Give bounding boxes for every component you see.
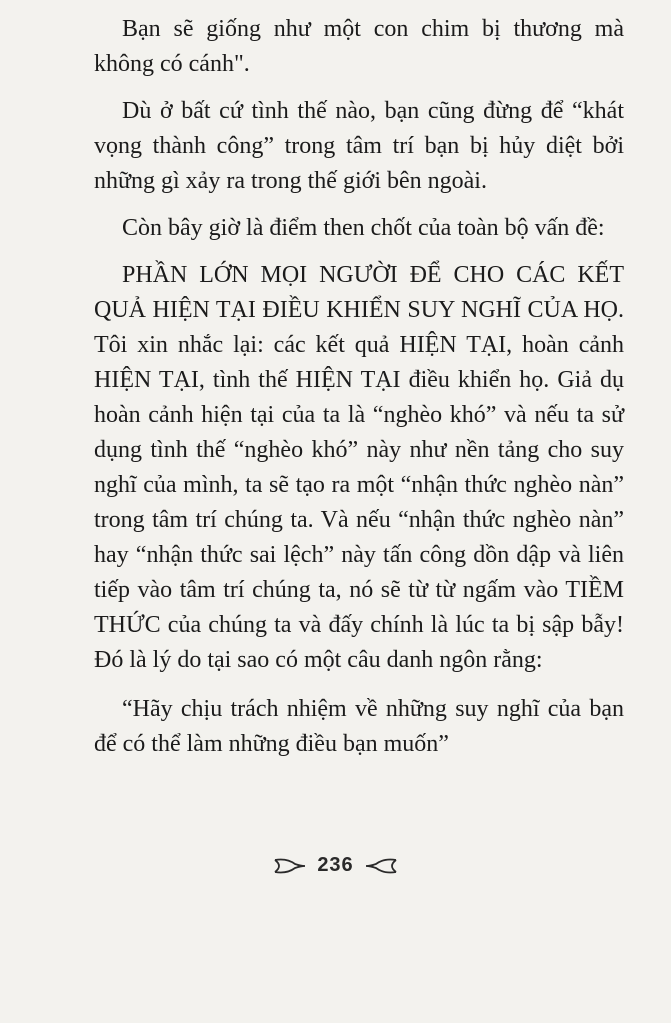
body-text bbox=[94, 12, 624, 774]
paragraph: Còn bây giờ là điểm then chốt của toàn bộ vấn đề: bbox=[122, 215, 605, 241]
fish-ornament-icon bbox=[364, 856, 398, 876]
page-footer bbox=[0, 854, 671, 877]
paragraph: Bạn sẽ giống như một con chim bị thương mà không có cánh". bbox=[94, 16, 624, 77]
page-number: 236 bbox=[317, 854, 354, 876]
paragraph: PHẦN LỚN MỌI NGƯỜI ĐỂ CHO CÁC KẾT QUẢ HIỆN TẠI ĐIỀU KHIỂN SUY NGHĨ CỦA HỌ. Tôi xin nhắc lại: các kết quả HIỆN TẠI, hoàn cảnh HIỆN TẠI, tình thế HIỆN TẠI điều khiển họ. Giả dụ hoàn cảnh hiện tại của ta là “nghèo khó” và nếu ta sử dụng tình thế “nghèo khó” này như nền tảng cho suy nghĩ của mình, ta sẽ tạo ra một “nhận thức nghèo nàn” trong tâm trí chúng ta. Và nếu “nhận thức nghèo nàn” hay “nhận thức sai lệch” này tấn công dồn dập và liên tiếp vào tâm trí chúng ta, nó sẽ từ từ ngấm vào TIỀM THỨC của chúng ta và đấy chính là lúc ta bị sập bẫy! Đó là lý do tại sao có một câu danh ngôn rằng: bbox=[94, 262, 624, 673]
quote-paragraph: “Hãy chịu trách nhiệm về những suy nghĩ của bạn để có thể làm những điều bạn muốn” bbox=[94, 696, 624, 757]
fish-ornament-icon bbox=[273, 856, 307, 876]
paragraph: Dù ở bất cứ tình thế nào, bạn cũng đừng để “khát vọng thành công” trong tâm trí bạn bị hủy diệt bởi những gì xảy ra trong thế giới bên ngoài. bbox=[94, 98, 624, 194]
